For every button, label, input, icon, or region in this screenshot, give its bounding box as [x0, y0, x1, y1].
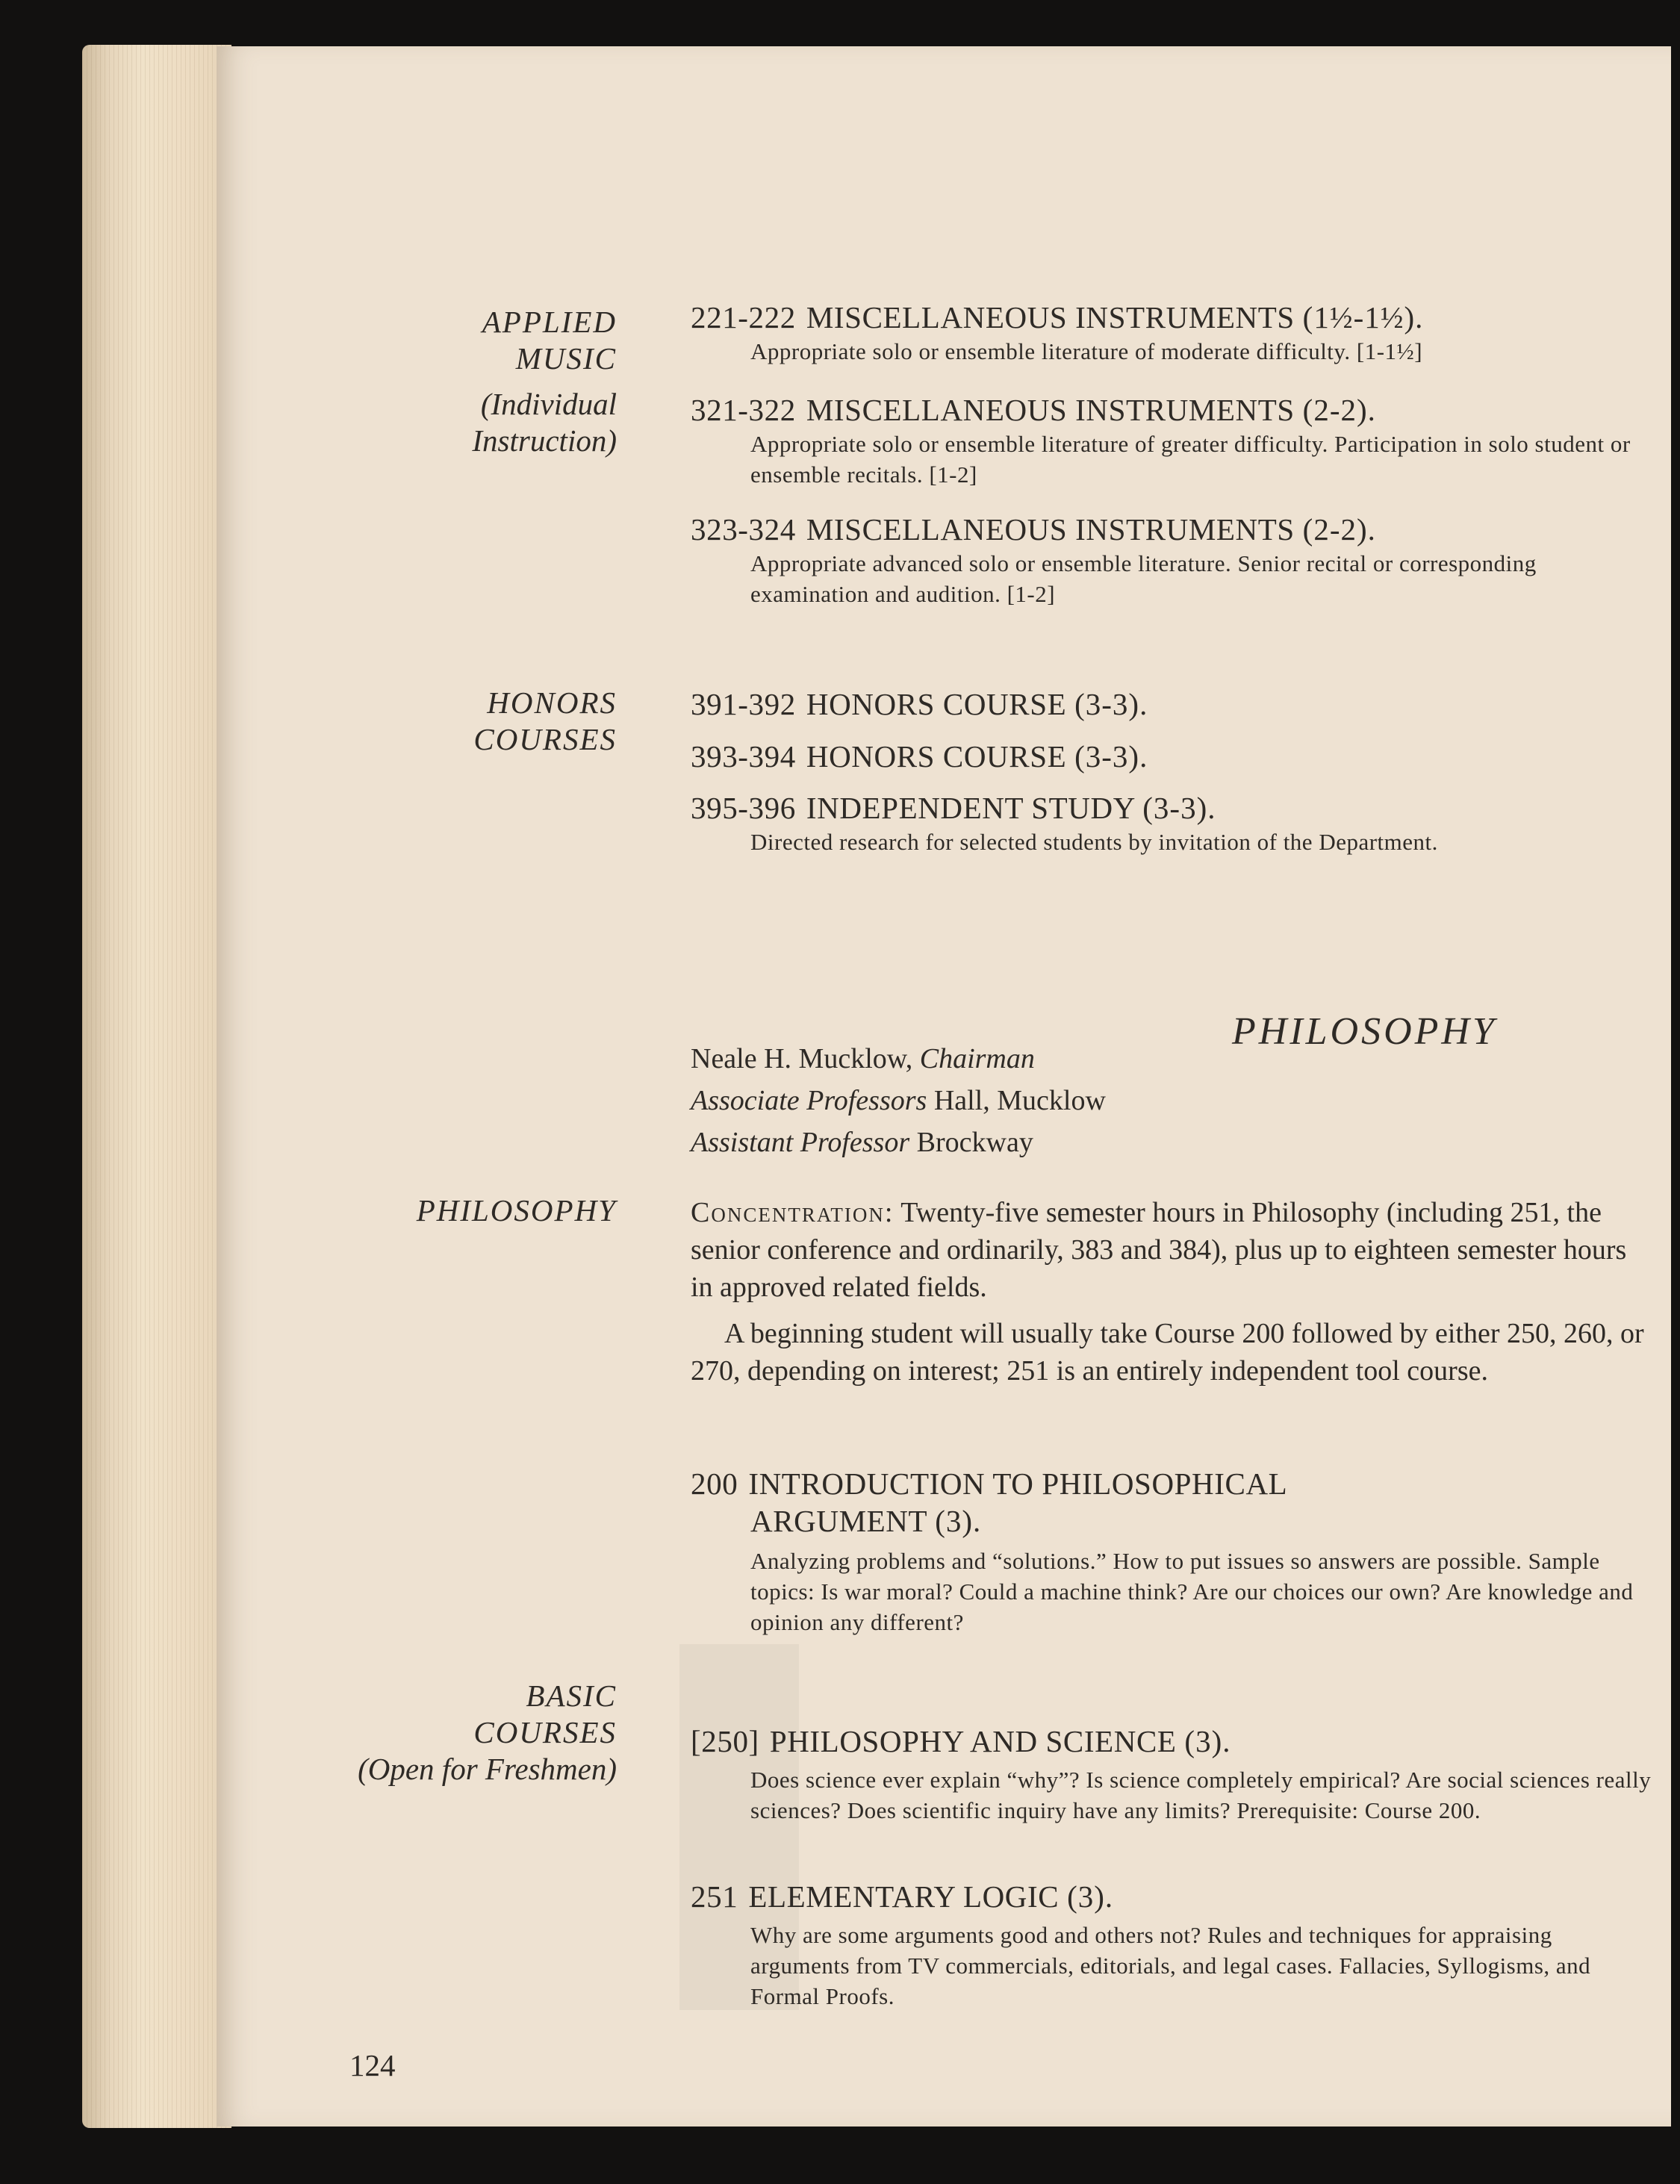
course-251: 251 ELEMENTARY LOGIC (3). Why are some arguments good and others not? Rules and techniques for appraising arguments from TV commercials, editorials, and legal cases. Fallacies, Syllogisms, and Formal Proofs. [691, 1879, 1591, 2009]
course-395: 395-396 INDEPENDENT STUDY (3-3). Directed research for selected students by invitation of the Department. [691, 791, 1438, 855]
section-label-honors-courses: HONORS COURSES [473, 685, 617, 756]
course-250: [250] PHILOSOPHY AND SCIENCE (3). Does science ever explain “why”? Is science completely empirical? Are social sciences really sciences? Does scientific inquiry have any limits? Prerequisite: Course 200. [691, 1724, 1652, 1823]
concentration-paragraph: Concentration: Twenty-five semester hours in Philosophy (including 251, the senior conference and ordinarily, 383 and 384), plus up to eighteen semester hours in approved related fields. A beginning student will usually take Course 200 followed by either 250, 260, or 270, depending on interest; 251 is an entirely independent tool course. [691, 1197, 1644, 1387]
course-393: 393-394 HONORS COURSE (3-3). [691, 739, 1148, 774]
page-number: 124 [349, 2048, 396, 2082]
department-heading: PHILOSOPHY [1232, 1010, 1497, 1053]
section-label-applied-music: APPLIED MUSIC (Individual Instruction) [472, 305, 617, 458]
course-200: 200 INTRODUCTION TO PHILOSOPHICAL ARGUMENT (3). Analyzing problems and “solutions.” How to put issues so answers are possible. Sample topics: Is war moral? Could a machine think? Are our choices our own? Are knowledge and opinion any different? [691, 1466, 1634, 1635]
book-page-edges [82, 45, 231, 2128]
course-323: 323-324 MISCELLANEOUS INSTRUMENTS (2-2). Appropriate advanced solo or ensemble literature. Senior recital or corresponding examination and audition. [1-2] [691, 512, 1537, 607]
course-391: 391-392 HONORS COURSE (3-3). [691, 687, 1148, 721]
department-staff: Neale H. Mucklow, Chairman Associate Professors Hall, Mucklow Assistant Professor Brockway [691, 1043, 1106, 1158]
course-321: 321-322 MISCELLANEOUS INSTRUMENTS (2-2). Appropriate solo or ensemble literature of greater difficulty. Participation in solo student or ensemble recitals. [1-2] [691, 393, 1631, 488]
section-label-basic-courses: BASIC COURSES (Open for Freshmen) [358, 1679, 617, 1786]
course-221: 221-222 MISCELLANEOUS INSTRUMENTS (1½-1½). Appropriate solo or ensemble literature of moderate difficulty. [1-1½] [691, 300, 1424, 364]
catalog-page [217, 46, 1671, 2127]
section-label-philosophy: PHILOSOPHY [416, 1193, 617, 1228]
